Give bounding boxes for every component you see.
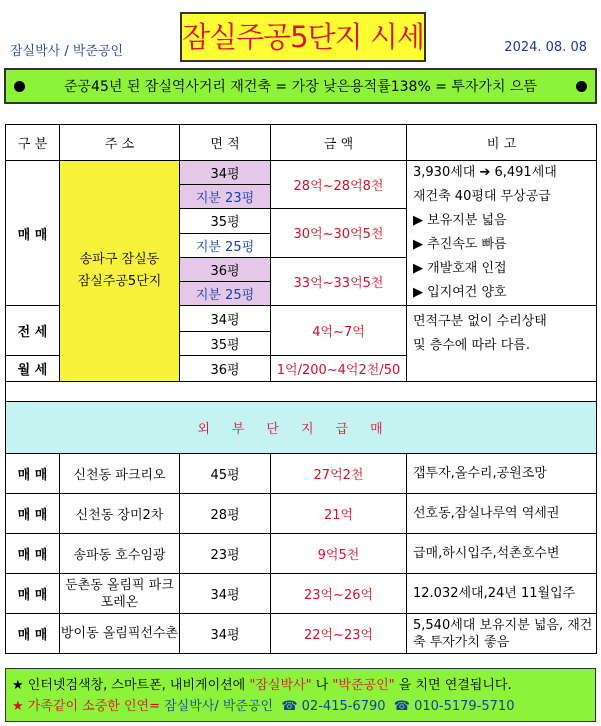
size-cell: 34평 — [180, 306, 271, 332]
note-cell: 5,540세대 보유지분 넓음, 재건축 투자가치 좋음 — [407, 614, 597, 654]
sale-notes — [407, 161, 597, 306]
note-cell: 급매,하시입주,석촌호수변 — [407, 534, 597, 574]
outside-title-row — [6, 402, 597, 454]
bullet-dot-icon — [576, 81, 587, 92]
table-row — [6, 454, 597, 494]
header-note: 비 고 — [407, 125, 597, 161]
price-cell: 21억 — [271, 494, 407, 534]
note-line: 3,930세대 ➔ 6,491세대 — [413, 165, 557, 180]
price-table — [5, 124, 597, 654]
table-row — [6, 574, 597, 614]
table-row — [6, 534, 597, 574]
address-line: 잠실주공5단지 — [77, 274, 162, 289]
size-cell: 34평 — [180, 574, 271, 614]
mobile-number: ☎ 010-5179-5710 — [393, 699, 515, 714]
office-names: 잠실박사/ 박준공인 — [164, 699, 274, 714]
deal-type: 매 매 — [6, 574, 60, 614]
complex-name: 방이동 올림픽선수촌 — [60, 614, 180, 654]
table-header-row — [6, 125, 597, 161]
header-category: 구 분 — [6, 125, 60, 161]
size-cell: 35평 — [180, 209, 271, 234]
share-cell: 지분 23평 — [180, 185, 271, 209]
footer-text: ★ 가족같이 소중한 인연= — [12, 699, 165, 714]
size-cell: 34평 — [180, 614, 271, 654]
table-row — [6, 161, 597, 185]
phone-number: ☎ 02-415-6790 — [281, 699, 386, 714]
footer-text: ★ 인터넷검색창, 스마트폰, 내비게이션에 — [12, 678, 250, 693]
complex-name: 신천동 파크리오 — [60, 454, 180, 494]
price-cell: 30억~30억5천 — [271, 209, 407, 258]
share-cell: 지분 25평 — [180, 282, 271, 306]
headline-text: 준공45년 된 잠실역사거리 재건축 = 가장 낮은용적률138% = 투자가치 으뜸 — [64, 79, 537, 95]
wolse-price: 1억/200~4억2천/50 — [271, 356, 407, 382]
office-name: 잠실박사 / 박준공인 — [10, 44, 124, 59]
sale-label: 매 매 — [6, 161, 60, 306]
footer-text: 을 치면 연결됩니다. — [394, 678, 512, 693]
deal-type: 매 매 — [6, 534, 60, 574]
note-line: ▶ 추진속도 빠름 — [413, 237, 507, 252]
header-size: 면 적 — [180, 125, 271, 161]
note-cell: 갭투자,올수리,공원조망 — [407, 454, 597, 494]
rent-notes — [407, 306, 597, 382]
size-cell: 34평 — [180, 161, 271, 185]
size-cell: 35평 — [180, 332, 271, 356]
address-cell — [60, 161, 180, 382]
deal-type: 매 매 — [6, 454, 60, 494]
table-row — [6, 614, 597, 654]
complex-name: 둔촌동 올림픽 파크포레온 — [60, 574, 180, 614]
note-line: 및 층수에 따라 다름. — [413, 338, 530, 353]
size-cell: 28평 — [180, 494, 271, 534]
search-keyword: "잠실박사" — [249, 678, 312, 693]
wolse-label: 월 세 — [6, 356, 60, 382]
note-line: ▶ 입지여건 양호 — [413, 285, 507, 300]
bullet-dot-icon — [14, 81, 25, 92]
headline-banner — [4, 68, 597, 104]
jeonse-label: 전 세 — [6, 306, 60, 356]
price-cell: 28억~28억8천 — [271, 161, 407, 209]
header-address: 주 소 — [60, 125, 180, 161]
size-cell: 36평 — [180, 257, 271, 282]
header-price: 금 액 — [271, 125, 407, 161]
note-cell: 선호동,잠실나루역 역세권 — [407, 494, 597, 534]
note-line: ▶ 개발호재 인접 — [413, 261, 507, 276]
size-cell: 36평 — [180, 356, 271, 382]
address-line: 송파구 잠실동 — [79, 252, 160, 267]
footer-line-1 — [12, 675, 589, 696]
search-keyword: "박준공인" — [332, 678, 395, 693]
date-label: 2024. 08. 08 — [504, 40, 587, 55]
note-line: 면적구분 없이 수리상태 — [413, 314, 547, 329]
deal-type: 매 매 — [6, 614, 60, 654]
table-row — [6, 494, 597, 534]
price-cell: 27억2천 — [271, 454, 407, 494]
price-cell: 22억~23억 — [271, 614, 407, 654]
page-title: 잠실주공5단지 시세 — [180, 12, 426, 62]
share-cell: 지분 25평 — [180, 233, 271, 257]
note-line: ▶ 보유지분 넓음 — [413, 213, 507, 228]
note-cell: 12.032세대,24년 11월입주 — [407, 574, 597, 614]
footer-box — [5, 668, 596, 722]
spacer-row — [6, 382, 597, 402]
price-cell: 9억5천 — [271, 534, 407, 574]
footer-text: 나 — [311, 678, 333, 693]
jeonse-price: 4억~7억 — [271, 306, 407, 356]
complex-name: 송파동 호수임광 — [60, 534, 180, 574]
price-cell: 33억~33억5천 — [271, 257, 407, 306]
size-cell: 23평 — [180, 534, 271, 574]
complex-name: 신천동 장미2차 — [60, 494, 180, 534]
footer-line-2 — [12, 696, 589, 717]
price-cell: 23억~26억 — [271, 574, 407, 614]
deal-type: 매 매 — [6, 494, 60, 534]
outside-title: 외부단지급매 — [6, 402, 597, 454]
note-line: 재건축 40평대 무상공급 — [413, 189, 551, 204]
size-cell: 45평 — [180, 454, 271, 494]
